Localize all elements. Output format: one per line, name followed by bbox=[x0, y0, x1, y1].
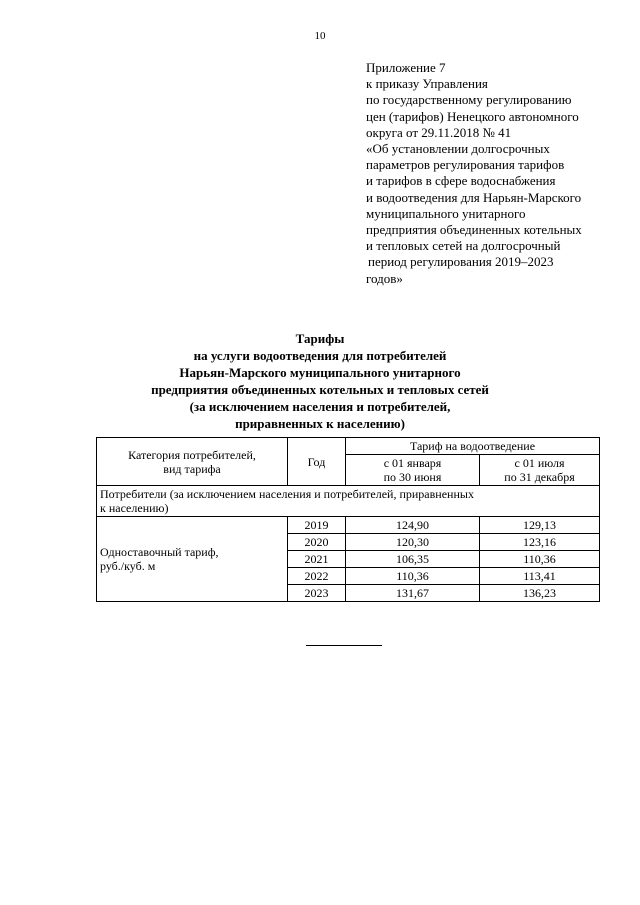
appendix-line: предприятия объединенных котельных bbox=[366, 222, 582, 238]
closing-rule bbox=[306, 645, 382, 646]
value-cell: 120,30 bbox=[346, 534, 480, 551]
tariff-type: Одноставочный тариф, руб./куб. м bbox=[97, 517, 288, 602]
group-row bbox=[97, 486, 600, 517]
header-period-1: с 01 января по 30 июня bbox=[346, 455, 480, 486]
value-cell: 113,41 bbox=[480, 568, 600, 585]
value-cell: 124,90 bbox=[346, 517, 480, 534]
appendix-line: и тепловых сетей на долгосрочный bbox=[366, 238, 561, 254]
year-cell: 2021 bbox=[288, 551, 346, 568]
year-cell: 2019 bbox=[288, 517, 346, 534]
title-line: Тарифы bbox=[295, 331, 345, 346]
appendix-line: и тарифов в сфере водоснабжения bbox=[366, 173, 556, 189]
header-tariff: Тариф на водоотведение bbox=[346, 438, 600, 455]
appendix-line: цен (тарифов) Ненецкого автономного bbox=[366, 108, 579, 124]
year-cell: 2023 bbox=[288, 585, 346, 602]
title-line: приравненных к населению) bbox=[235, 416, 405, 431]
year-cell: 2022 bbox=[288, 568, 346, 585]
value-cell: 131,67 bbox=[346, 585, 480, 602]
appendix-line: и водоотведения для Нарьян-Марского bbox=[366, 189, 582, 205]
document-title bbox=[60, 330, 580, 432]
page-number: 10 bbox=[314, 30, 326, 42]
value-cell: 123,16 bbox=[480, 534, 600, 551]
appendix-line: по государственному регулированию bbox=[366, 92, 572, 108]
value-cell: 110,36 bbox=[480, 551, 600, 568]
table-header-row bbox=[97, 438, 600, 455]
table-row bbox=[97, 517, 600, 534]
appendix-header bbox=[366, 60, 626, 287]
appendix-line: «Об установлении долгосрочных bbox=[366, 141, 550, 157]
appendix-line: Приложение 7 bbox=[366, 60, 446, 75]
appendix-line: годов» bbox=[366, 270, 403, 286]
header-year: Год bbox=[288, 438, 346, 486]
header-category: Категория потребителей, вид тарифа bbox=[97, 438, 288, 486]
value-cell: 136,23 bbox=[480, 585, 600, 602]
value-cell: 129,13 bbox=[480, 517, 600, 534]
year-cell: 2020 bbox=[288, 534, 346, 551]
appendix-line: округа от 29.11.2018 № 41 bbox=[366, 124, 512, 140]
tariffs-table bbox=[96, 437, 600, 602]
title-line: Нарьян-Марского муниципального унитарного bbox=[179, 365, 461, 380]
title-line: (за исключением населения и потребителей, bbox=[189, 399, 451, 414]
header-period-2: с 01 июля по 31 декабря bbox=[480, 455, 600, 486]
appendix-line: параметров регулирования тарифов bbox=[366, 157, 565, 173]
title-line: предприятия объединенных котельных и тепловых сетей bbox=[151, 382, 489, 397]
appendix-line: период регулирования 2019–2023 bbox=[368, 254, 554, 270]
appendix-line: к приказу Управления bbox=[366, 76, 488, 92]
appendix-line: муниципального унитарного bbox=[366, 205, 526, 221]
title-line: на услуги водоотведения для потребителей bbox=[193, 348, 447, 363]
value-cell: 106,35 bbox=[346, 551, 480, 568]
group-label: Потребители (за исключением населения и потребителей, приравненных к населению) bbox=[97, 486, 600, 517]
value-cell: 110,36 bbox=[346, 568, 480, 585]
